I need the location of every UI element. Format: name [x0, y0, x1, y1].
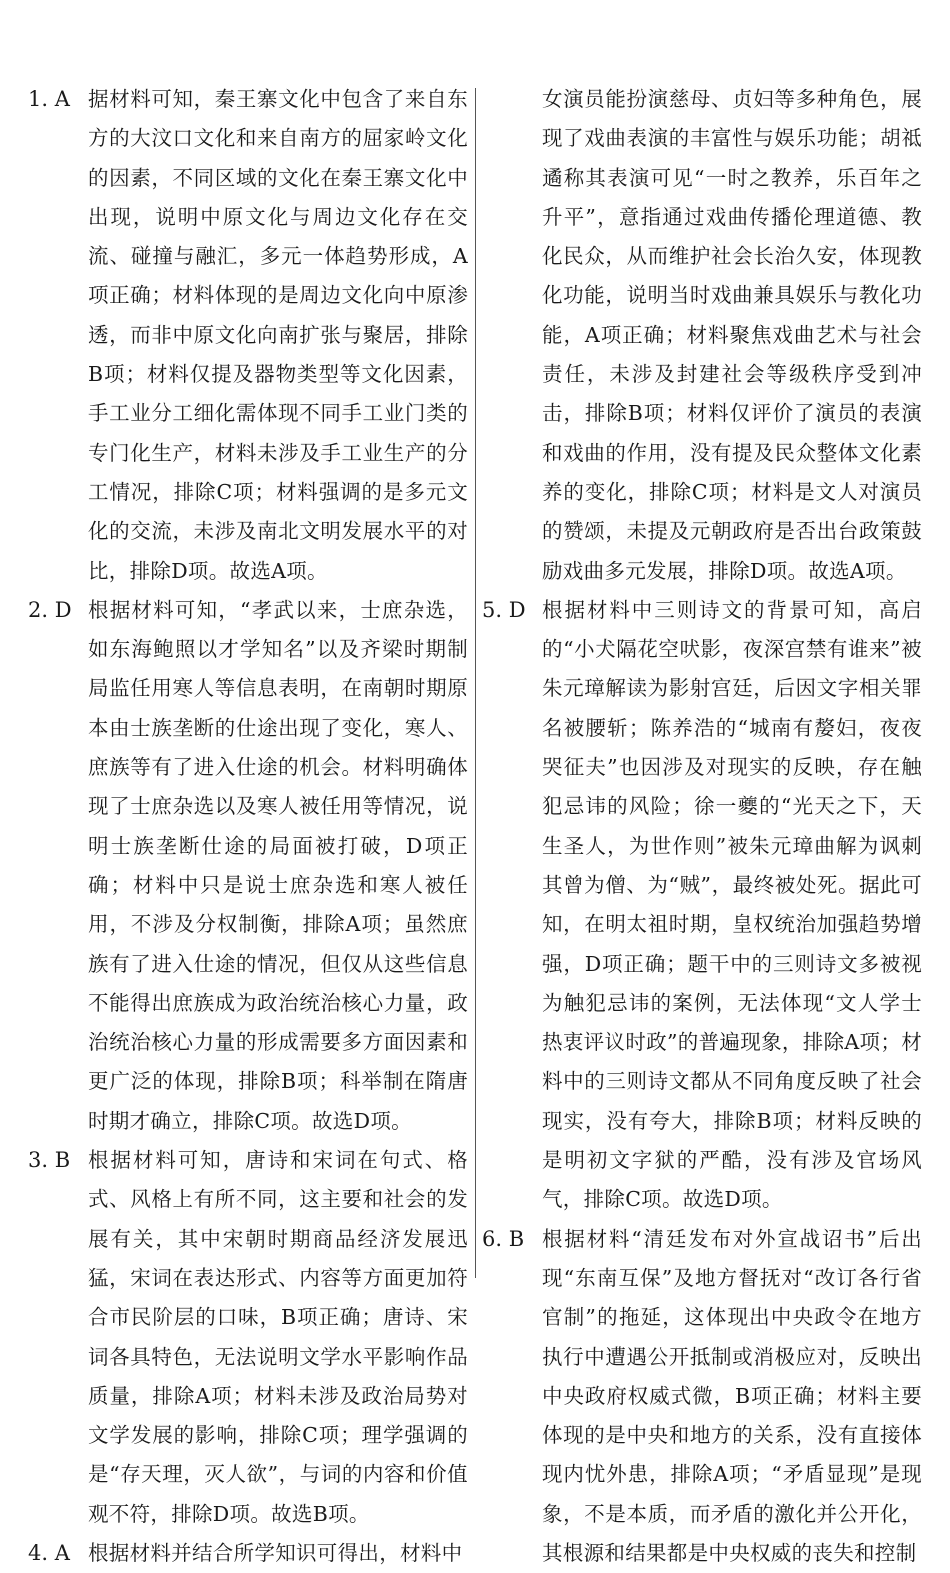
- answer-explanation: 根据材料“清廷发布对外宣战诏书”后出现“东南互保”及地方督抚对“改订各行省官制”的拖延，这体现出中央政令在地方执行中遭遇公开抵制或消极应对，反映出中央政府权威式微，B项正确；材料主要体现的是中央和地方的关系，没有直接体现内忧外患，排除A项；“矛盾显现”是现象，不是本质，而矛盾的激化并公开化，其根源和结果都是中央权威的丧失和控制: [542, 1226, 922, 1565]
- answer-explanation: 根据材料可知，唐诗和宋词在句式、格式、风格上有所不同，这主要和社会的发展有关，其中宋朝时期商品经济发展迅猛，宋词在表达形式、内容等方面更加符合市民阶层的口味，B项正确；唐诗、宋词各具特色，无法说明文学水平影响作品质量，排除A项；材料未涉及政治局势对文学发展的影响，排除C项；理学强调的是“存天理，灭人欲”，与词的内容和价值观不符，排除D项。故选B项。: [88, 1148, 468, 1526]
- answer-explanation-start: 根据材料并结合所学知识可得出，材料中: [88, 1540, 463, 1565]
- answer-number: 2. D: [28, 597, 72, 622]
- column-divider: [475, 88, 476, 1278]
- answer-item-3: [28, 1141, 468, 1534]
- answer-explanation: 根据材料可知，“孝武以来，士庶杂选，如东海鲍照以才学知名”以及齐梁时期制局监任用寒人等信息表明，在南朝时期原本由士族垄断的仕途出现了变化，寒人、庶族等有了进入仕途的机会。材料明确体现了士庶杂选以及寒人被任用等情况，说明士族垄断仕途的局面被打破，D项正确；材料中只是说士庶杂选和寒人被任用，不涉及分权制衡，排除A项；虽然庶族有了进入仕途的情况，但仅从这些信息不能得出庶族成为政治统治核心力量，政治统治核心力量的形成需要多方面因素和更广泛的体现，排除B项；科举制在隋唐时期才确立，排除C项。故选D项。: [88, 597, 468, 1133]
- answer-explanation-continued: 女演员能扮演慈母、贞妇等多种角色，展现了戏曲表演的丰富性与娱乐功能；胡祗遹称其表演可见“一时之教养，乐百年之升平”，意指通过戏曲传播伦理道德、教化民众，从而维护社会长治久安，体现教化功能，说明当时戏曲兼具娱乐与教化功能，A项正确；材料聚焦戏曲艺术与社会责任，未涉及封建社会等级秩序受到冲击，排除B项；材料仅评价了演员的表演和戏曲的作用，没有提及民众整体文化素养的变化，排除C项；材料是文人对演员的赞颂，未提及元朝政府是否出台政策鼓励戏曲多元发展，排除D项。故选A项。: [542, 87, 922, 583]
- left-column: [28, 80, 468, 1573]
- answer-item-1: [28, 80, 468, 591]
- answer-number: 3. B: [28, 1148, 71, 1173]
- answer-number: 6. B: [482, 1226, 525, 1251]
- answer-explanation: 据材料可知，秦王寨文化中包含了来自东方的大汶口文化和来自南方的屈家岭文化的因素，不同区域的文化在秦王寨文化中出现，说明中原文化与周边文化存在交流、碰撞与融汇，多元一体趋势形成，A项正确；材料体现的是周边文化向中原渗透，而非中原文化向南扩张与聚居，排除B项；材料仅提及器物类型等文化因素，手工业分工细化需体现不同手工业门类的专门化生产，材料未涉及手工业生产的分工情况，排除C项；材料强调的是多元文化的交流，未涉及南北文明发展水平的对比，排除D项。故选A项。: [88, 87, 468, 583]
- answer-explanation: 根据材料中三则诗文的背景可知，高启的“小犬隔花空吠影，夜深宫禁有谁来”被朱元璋解读为影射宫廷，后因文字相关罪名被腰斩；陈养浩的“城南有嫠妇，夜夜哭征夫”也因涉及对现实的反映，存在触犯忌讳的风险；徐一夔的“光天之下，天生圣人，为世作则”被朱元璋曲解为讽刺其曾为僧、为“贼”，最终被处死。据此可知，在明太祖时期，皇权统治加强趋势增强，D项正确；题干中的三则诗文多被视为触犯忌讳的案例，无法体现“文人学士热衷评议时政”的普遍现象，排除A项；材料中的三则诗文都从不同角度反映了社会现实，没有夸大，排除B项；材料反映的是明初文字狱的严酷，没有涉及官场风气，排除C项。故选D项。: [542, 597, 922, 1212]
- answer-item-4: [28, 1534, 468, 1573]
- answer-item-6: [482, 1220, 922, 1573]
- right-column: [482, 80, 922, 1573]
- answer-number: 5. D: [482, 597, 526, 622]
- answer-item-2: [28, 591, 468, 1141]
- answer-item-4-continued: [482, 80, 922, 591]
- answer-number: 4. A: [28, 1540, 70, 1565]
- answer-number: 1. A: [28, 87, 70, 111]
- answer-item-5: [482, 591, 922, 1220]
